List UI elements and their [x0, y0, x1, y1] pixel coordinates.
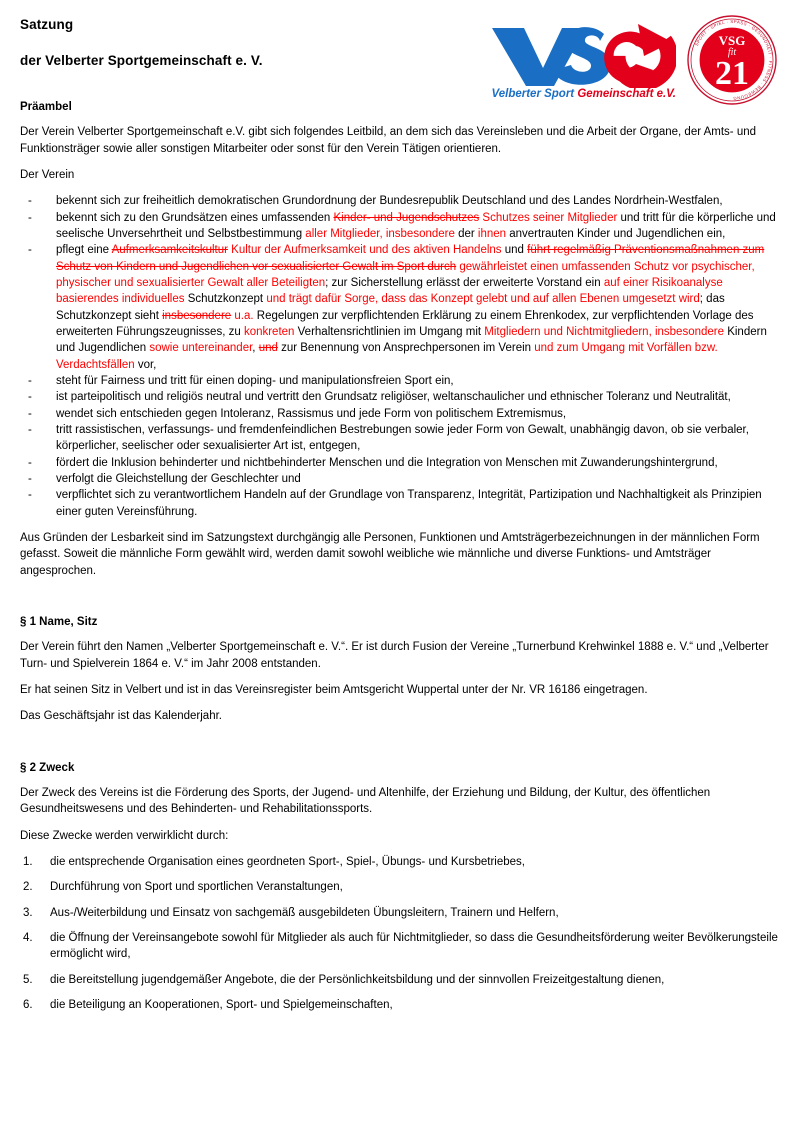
body-text: Regelungen zur verpflichtenden Erklärung zu einem Ehrenkodex, zur verpflichtenden Vorlage des erweiterten Führungszeugnisses, zu — [56, 309, 754, 338]
body-text: fördert die Inklusion behinderter und nichtbehinderter Menschen und die Integration von Menschen mit Zuwanderungshintergrund, — [56, 456, 718, 469]
inserted-text: und zum Umgang mit Vorfällen bzw. Verdachtsfällen — [56, 342, 718, 371]
list-bullet-dash: - — [28, 374, 32, 387]
inserted-text: u.a. — [231, 309, 254, 322]
list-item-text: die Bereitstellung jugendgemäßer Angebote, die der Persönlichkeitsbildung und der sinnvollen Freizeitgestaltung dienen, — [50, 973, 665, 986]
body-text: Kindern und Jugendlichen — [56, 325, 767, 355]
list-bullet-dash: - — [28, 391, 32, 404]
deleted-text: führt regelmäßig Präventionsmaßnahmen zum Schutz von Kindern und Jugendlichen vor sexualisierter Gewalt im Sport durch — [56, 244, 765, 273]
list-bullet-dash: - — [28, 244, 32, 257]
list-bullet-dash: - — [28, 456, 32, 469]
preamble-list-item — [20, 242, 782, 373]
body-text: Schutzkonzept — [184, 293, 267, 306]
body-text: und — [501, 244, 528, 257]
preamble-list-item — [20, 389, 782, 405]
paragraph-2-text-1: Der Zweck des Vereins ist die Förderung des Sports, der Jugend- und Altenhilfe, der Erziehung und Bildung, der Kultur, des öffentlichen Gesundheitswesens und des Behinderten- und Rehabilitationssports. — [20, 786, 711, 816]
list-bullet-dash: - — [28, 195, 32, 208]
title-block — [20, 14, 263, 67]
vsg-wordmark-icon — [486, 20, 676, 88]
list-item-text: die Beteiligung an Kooperationen, Sport- und Spielgemeinschaften, — [50, 998, 393, 1011]
zweck-list-item — [20, 879, 782, 895]
list-number: 6. — [23, 998, 33, 1011]
document-header — [20, 14, 782, 100]
preamble-dash-list — [20, 193, 782, 520]
svg-text:fit: fit — [727, 47, 737, 58]
paragraph-1-text-1: Der Verein führt den Namen „Velberter Sportgemeinschaft e. V.“. Er ist durch Fusion der Vereine „Turnerbund Krehwinkel 1888 e. V.“ und „Velberter Turn- und Spielverein 1864 e. V.“ im Jahr 2008 entstanden. — [20, 641, 769, 670]
inserted-text: Mitgliedern und Nichtmitgliedern, insbesondere — [484, 325, 725, 338]
body-text: vor, — [134, 358, 157, 371]
paragraph-1-text-3: Das Geschäftsjahr ist das Kalenderjahr. — [20, 710, 222, 723]
paragraph-1-text-2: Er hat seinen Sitz in Velbert und ist in das Vereinsregister beim Amtsgericht Wuppertal unter der Nr. VR 16186 eingetragen. — [20, 683, 648, 696]
zweck-list-item — [20, 905, 782, 921]
list-bullet-dash: - — [28, 472, 32, 485]
list-bullet-dash: - — [28, 489, 32, 502]
vsg-logo — [486, 14, 676, 101]
body-text: verpflichtet sich zu verantwortlichem Handeln auf der Grundlage von Transparenz, Integrität, Partizipation und Nachhaltigkeit als Prinzipien einer guten Vereinsführung. — [56, 489, 762, 518]
preamble-list-item — [20, 210, 782, 243]
svg-text:21: 21 — [715, 55, 749, 92]
inserted-text: sowie untereinander — [149, 342, 253, 355]
zweck-list-item — [20, 930, 782, 963]
paragraph-2-numbered-list — [20, 854, 782, 1013]
vsg-fit-21-seal-icon — [686, 14, 778, 106]
preamble-list-item — [20, 455, 782, 471]
list-number: 4. — [23, 931, 33, 944]
svg-text:VSG: VSG — [718, 33, 746, 48]
list-number: 5. — [23, 973, 33, 986]
preamble-list-item — [20, 373, 782, 389]
inserted-text: ihnen — [477, 228, 507, 241]
list-number: 3. — [23, 906, 33, 919]
body-text: tritt rassistischen, verfassungs- und fremdenfeindlichen Bestrebungen sowie jeder Form von Gewalt, unabhängig davon, ob sie verbaler, körperlicher, seelischer oder sexualisierter Art ist, entgegen, — [56, 423, 749, 453]
list-bullet-dash: - — [28, 407, 32, 420]
preamble-closing: Aus Gründen der Lesbarkeit sind im Satzungstext durchgängig alle Personen, Funktionen und Amtsträgerbezeichnungen in der männlichen Form gefasst. Soweit die männliche Form gewählt wird, werden damit sowohl weibliche wie männliche und diverse Funktions- und Amtsträger angesprochen. — [20, 531, 760, 577]
body-text: ; das Schutzkonzept sieht — [56, 293, 725, 322]
deleted-text: Kinder- und Jugendschutzes — [333, 211, 480, 224]
preamble-lead-in: Der Verein — [20, 169, 75, 182]
preamble-list-item — [20, 193, 782, 209]
body-text: steht für Fairness und tritt für einen doping- und manipulationsfreien Sport ein, — [56, 374, 454, 387]
inserted-text: konkreten — [243, 325, 295, 338]
list-number: 2. — [23, 881, 33, 894]
body-text: ; zur Sicherstellung erlässt der erweiterte Vorstand ein — [325, 277, 604, 289]
body-text: bekennt sich zur freiheitlich demokratischen Grundordnung der Bundesrepublik Deutschland und des Landes Nordrhein-Westfalen, — [56, 195, 723, 208]
list-bullet-dash: - — [28, 211, 32, 224]
body-text: ist parteipolitisch und religiös neutral und vertritt den Grundsatz religiöser, weltanschaulicher und ethnischer Toleranz und Neutralität, — [56, 391, 731, 404]
section-heading-paragraph-1: § 1 Name, Sitz — [20, 615, 98, 628]
body-text: bekennt sich zu den Grundsätzen eines umfassenden — [56, 211, 334, 224]
body-text: anvertrauten Kinder und Jugendlichen ein, — [506, 228, 726, 241]
section-heading-paragraph-2: § 2 Zweck — [20, 761, 75, 774]
zweck-list-item — [20, 997, 782, 1013]
vsg-tagline — [491, 89, 676, 101]
list-item-text: Aus-/Weiterbildung und Einsatz von sachgemäß ausgebildeten Übungsleitern, Trainern und Helfern, — [50, 906, 559, 919]
deleted-text: insbesondere — [162, 309, 232, 322]
logo-area — [486, 14, 782, 106]
body-text: verfolgt die Gleichstellung der Geschlechter und — [56, 472, 301, 485]
deleted-text: Aufmerksamkeitskultur — [111, 244, 228, 257]
page-subtitle: der Velberter Sportgemeinschaft e. V. — [20, 52, 263, 68]
list-bullet-dash: - — [28, 423, 32, 436]
zweck-list-item — [20, 854, 782, 870]
inserted-text: Kultur der Aufmerksamkeit und des aktiven Handelns — [227, 244, 502, 257]
vsg-tagline-blue: Velberter Sport — [491, 88, 578, 100]
body-text: und tritt für die körperliche und seelische Unversehrtheit und Selbstbestimmung — [56, 211, 776, 241]
list-item-text: die entsprechende Organisation eines geordneten Sport-, Spiel-, Übungs- und Kursbetriebes, — [50, 855, 525, 868]
list-item-text: die Öffnung der Vereinsangebote sowohl für Mitglieder als auch für Nichtmitglieder, so dass die Gesundheitsförderung weiter Bevölkerungsteile ermöglicht wird, — [50, 931, 778, 961]
section-spacer — [20, 735, 782, 761]
preamble-list-item — [20, 487, 782, 520]
preamble-list-item — [20, 406, 782, 422]
svg-text:SPORT · SPIEL · SPASS · GESUND: SPORT · SPIEL · SPASS · GESUNDHEIT · FITNESS · BEWEGUNG — [693, 18, 774, 102]
vsg-tagline-red: Gemeinschaft e.V. — [577, 88, 676, 100]
section-heading-praeambel: Präambel — [20, 101, 72, 113]
list-number: 1. — [23, 855, 33, 868]
inserted-text: Schutzes seiner Mitglieder — [479, 211, 618, 224]
page-title: Satzung — [20, 17, 74, 32]
body-text: wendet sich entschieden gegen Intoleranz, Rassismus und jede Form von politischem Extremismus, — [56, 407, 567, 420]
body-text: der — [454, 228, 478, 241]
preamble-list-item — [20, 422, 782, 455]
body-text: , — [252, 342, 259, 355]
list-item-text: Durchführung von Sport und sportlichen Veranstaltungen, — [50, 881, 343, 894]
preamble-list-item — [20, 471, 782, 487]
inserted-text: auf einer Risikoanalyse basierendes individuelles — [56, 277, 723, 306]
section-spacer — [20, 589, 782, 615]
inserted-text: aller Mitglieder, insbesondere — [305, 228, 455, 241]
preamble-intro: Der Verein Velberter Sportgemeinschaft e.V. gibt sich folgendes Leitbild, an dem sich das Vereinsleben und die Arbeit der Organe, der Amts- und Funktionsträger sowie aller sonstigen Mitarbeiter oder sonst für den Verein Tätigen orientieren. — [20, 126, 757, 155]
inserted-text: gewährleistet einen umfassenden Schutz vor psychischer, physischer und sexualisierter Gewalt aller Beteiligten — [56, 260, 755, 289]
body-text: Verhaltensrichtlinien im Umgang mit — [294, 325, 485, 338]
body-text: zur Benennung von Ansprechpersonen im Verein — [277, 342, 535, 355]
deleted-text: und — [258, 342, 278, 355]
inserted-text: und trägt dafür Sorge, dass das Konzept gelebt und auf allen Ebenen umgesetzt wird — [266, 293, 700, 306]
zweck-list-item — [20, 972, 782, 988]
body-text: pflegt eine — [56, 244, 112, 257]
paragraph-2-text-2: Diese Zwecke werden verwirklicht durch: — [20, 829, 229, 842]
